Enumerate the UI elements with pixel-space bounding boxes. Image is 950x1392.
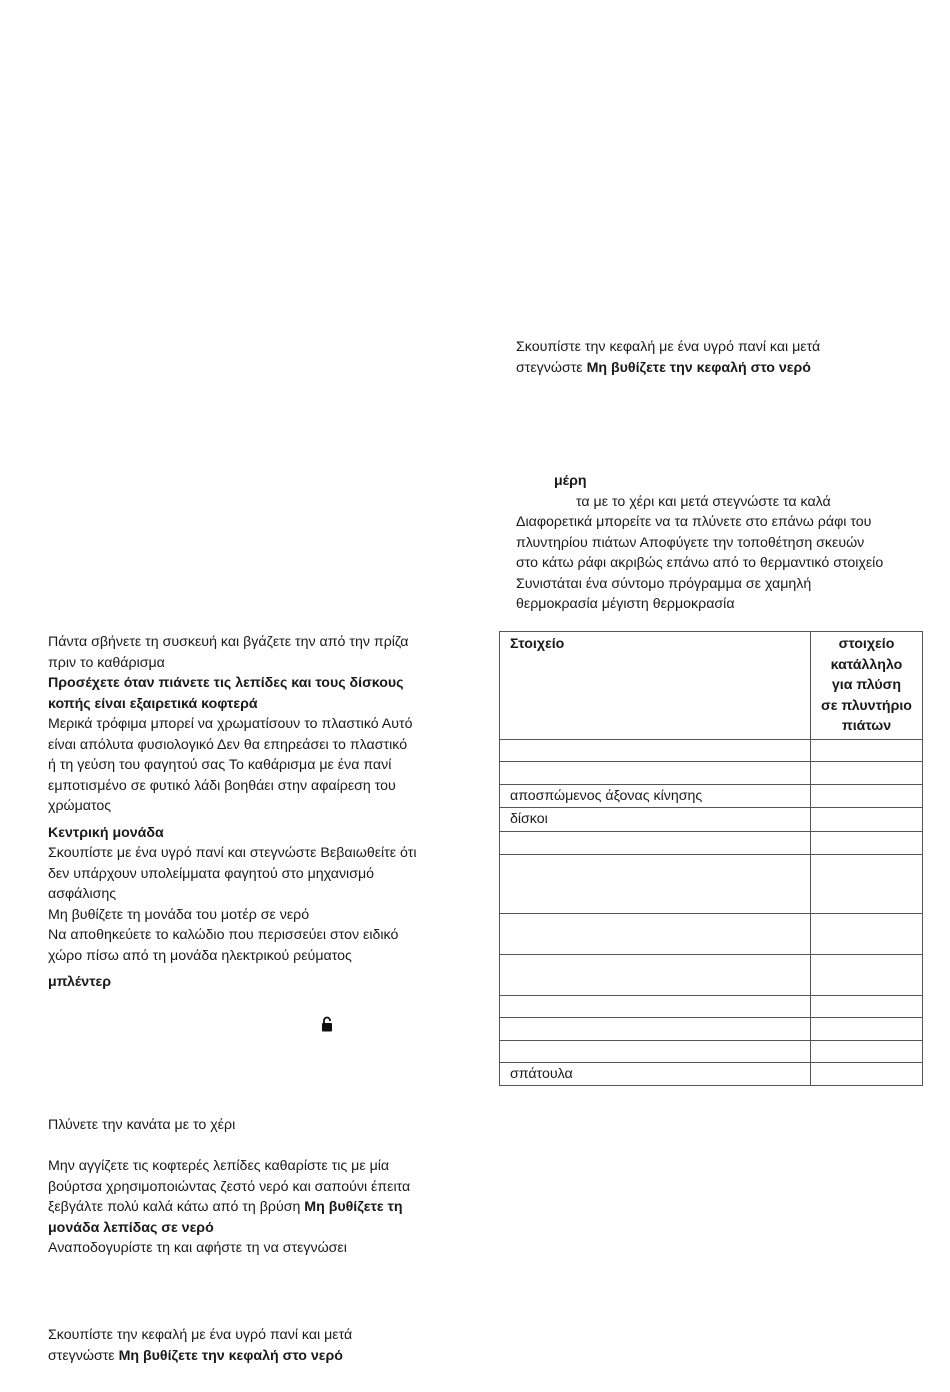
text-line: Σκουπίστε την κεφαλή με ένα υγρό πανί και μετά [48,1327,353,1343]
left-blender-section [48,1115,468,1136]
table-header-dishwasher: στοιχείο κατάλληλο για πλύση σε πλυντήριο πιάτων [811,632,923,740]
table-row [500,761,923,784]
text-line: ή τη γεύση του φαγητού σας Το καθάρισμα με ένα πανί [48,757,392,773]
text-line: στεγνώστε Μη βυθίζετε την κεφαλή στο νερό [516,359,811,376]
text-line: θερμοκρασία μέγιστη θερμοκρασία [516,596,735,612]
table-row [500,831,923,854]
text-line: στεγνώστε Μη βυθίζετε την κεφαλή στο νερό [48,1347,343,1364]
warning-text: μονάδα λεπίδας σε νερό [48,1219,214,1236]
table-row: σπάτουλα [500,1062,923,1086]
table-row [500,913,923,954]
text-line: Πάντα σβήνετε τη συσκευή και βγάζετε την από την πρίζα [48,634,409,650]
text-line: χώρο πίσω από τη μονάδα ηλεκτρικού ρεύματος [48,947,352,964]
warning-text: Μη βυθίζετε τη [304,1199,403,1215]
table-row [500,1017,923,1040]
warning-text: Μη βυθίζετε την κεφαλή στο νερό [586,359,811,376]
right-parts-section [516,471,883,615]
text-line: εμποτισμένο σε φυτικό λάδι βοηθάει στην αφαίρεση του [48,777,396,794]
text-line: Σκουπίστε με ένα υγρό πανί και στεγνώστε Βεβαιωθείτε ότι [48,845,417,861]
text-line: Σκουπίστε την κεφαλή με ένα υγρό πανί και μετά [516,339,821,355]
text-line: Να αποθηκεύετε το καλώδιο που περισσεύει στον ειδικό [48,927,399,943]
dishwasher-parts-table [499,631,923,1086]
table-row [500,1040,923,1062]
text-line: πριν το καθάρισμα [48,654,165,671]
left-head-section [48,1325,468,1366]
text-line: ξεβγάλτε πολύ καλά κάτω από τη βρύση Μη βυθίζετε τη [48,1199,403,1215]
left-blade-section [48,1156,468,1259]
table-row [500,854,923,913]
warning-text: Προσέχετε όταν πιάνετε τις λεπίδες και τους δίσκους [48,675,404,691]
warning-text: Μη βυθίζετε την κεφαλή στο νερό [118,1347,343,1364]
section-heading: Κεντρική μονάδα [48,824,164,841]
table-row [500,739,923,761]
table-row [500,995,923,1017]
table-row [500,954,923,995]
text-line: Πλύνετε την κανάτα με το χέρι [48,1117,236,1133]
section-heading: μέρη [554,473,587,489]
text-line: τα με το χέρι και μετά στεγνώστε τα καλά [576,493,831,510]
text-line: Αναποδογυρίστε τη και αφήστε τη να στεγνώσει [48,1240,347,1256]
table-row: αποσπώμενος άξονας κίνησης [500,784,923,808]
section-heading: μπλέντερ [48,974,112,990]
warning-text: κοπής είναι εξαιρετικά κοφτερά [48,695,258,712]
text-line: Μην αγγίζετε τις κοφτερές λεπίδες καθαρίστε τις με μία [48,1158,390,1174]
text-line: δεν υπάρχουν υπολείμματα φαγητού στο μηχανισμό [48,865,375,882]
text-line: Διαφορετικά μπορείτε να τα πλύνετε στο επάνω ράφι του [516,514,872,530]
text-line: ασφάλισης [48,886,117,902]
text-line: Μερικά τρόφιμα μπορεί να χρωματίσουν το πλαστικό Αυτό [48,716,413,732]
text-line: χρώματος [48,798,112,814]
right-head-cleaning [516,337,820,378]
table-row: δίσκοι [500,808,923,832]
text-line: πλυντηρίου πιάτων Αποφύγετε την τοποθέτηση σκευών [516,534,865,551]
text-line: Συνιστάται ένα σύντομο πρόγραμμα σε χαμηλή [516,575,812,592]
table-header-item: Στοιχείο [500,632,811,740]
unlock-icon [321,1016,333,1032]
left-cleaning-section [48,632,468,993]
text-line: στο κάτω ράφι ακριβώς επάνω από το θερμαντικό στοιχείο [516,555,884,571]
text-line: Μη βυθίζετε τη μονάδα του μοτέρ σε νερό [48,906,310,923]
text-line: βούρτσα χρησιμοποιώντας ζεστό νερό και σαπούνι έπειτα [48,1178,411,1195]
text-line: είναι απόλυτα φυσιολογικό Δεν θα επηρεάσει το πλαστικό [48,736,408,753]
